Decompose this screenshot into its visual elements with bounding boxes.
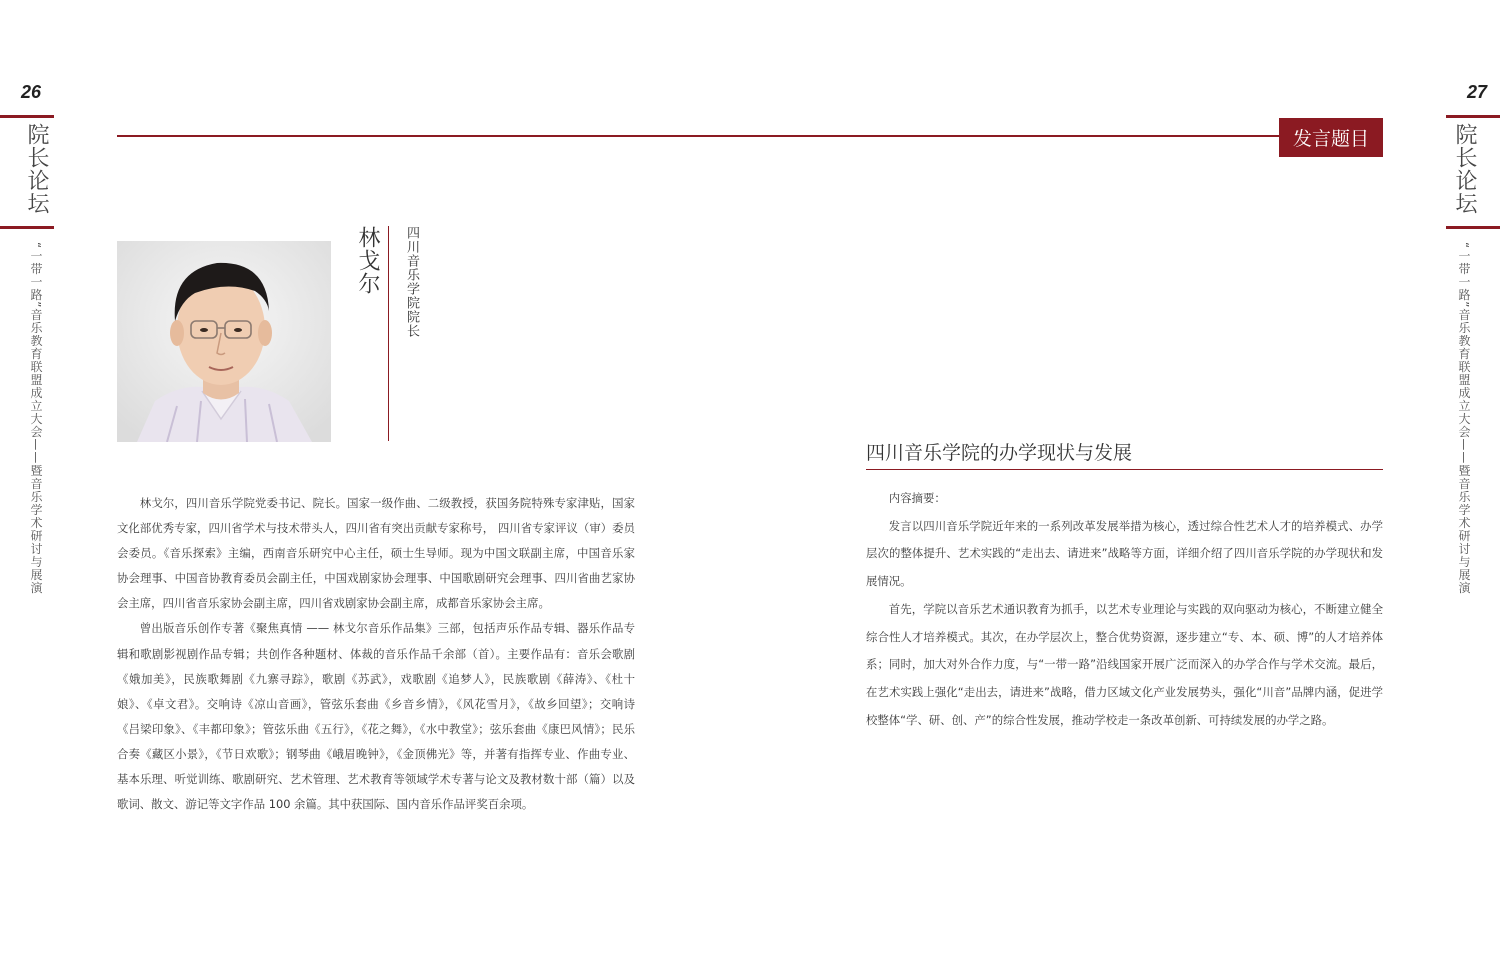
page-number-left: 26 [21,82,42,102]
abstract-label: 内容摘要： [888,491,946,505]
page-number-right: 27 [1467,82,1488,102]
bio-paragraph: 曾出版音乐创作专著《聚焦真情 —— 林戈尔音乐作品集》三部，包括声乐作品专辑、器乐作品专辑和歌剧影视剧作品专辑；共创作各种题材、体裁的音乐作品千余部（首）。主要作品有：音乐会歌剧《娥加美》，民族歌舞剧《九寨寻踪》，歌剧《苏武》，戏歌剧《追梦人》，民族歌剧《薛涛》、《杜十娘》、《卓文君》。交响诗《凉山音画》，管弦乐套曲《乡音乡情》，《风花雪月》，《故乡回望》；交响诗《吕梁印象》、《丰都印象》；管弦乐曲《五行》，《花之舞》，《水中教堂》；弦乐套曲《康巴风情》；民乐合奏《藏区小景》，《节日欢歌》；钢琴曲《峨眉晚钟》，《金顶佛光》等，并著有指挥专业、作曲专业、基本乐理、听觉训练、歌剧研究、艺术管理、艺术教育等领域学术专著与论文及教材数十部（篇）以及歌词、散文、游记等文字作品 100 余篇。其中获国际、国内音乐作品评奖百余项。 [117,621,635,812]
portrait-illustration [117,241,331,442]
talk-title-rule [866,469,1383,470]
topic-label: 发言题目 [1279,118,1383,157]
side-rule-top-left [0,115,54,118]
side-rule-top-right [1446,115,1500,118]
bio-paragraph: 林戈尔，四川音乐学院党委书记、院长。国家一级作曲、二级教授，获国务院特殊专家津贴，国家文化部优秀专家，四川省学术与技术带头人，四川省有突出贡献专家称号， 四川省专家评议（审）委员会委员。《音乐探索》主编，西南音乐研究中心主任，硕士生导师。现为中国文联副主席，中国音乐家协会理事、中国音协教育委员会副主任，中国戏剧家协会理事、中国歌剧研究会理事、四川省曲艺家协会主席，四川省音乐家协会副主席，四川省戏剧家协会副主席，成都音乐家协会主席。 [117,496,635,611]
talk-abstract [866,485,1383,734]
section-title-left: 院长论坛 [24,123,49,215]
section-subtitle-right: “一带一路”音乐教育联盟成立大会——暨音乐学术研讨与展演 [1457,242,1471,595]
speaker-portrait [117,241,331,442]
speaker-title: 四川音乐学院院长 [404,226,419,338]
side-rule-bottom-right [1446,226,1500,229]
speaker-bio [117,491,635,817]
speaker-name: 林戈尔 [355,226,380,295]
name-divider [388,226,389,441]
abstract-paragraph: 首先，学院以音乐艺术通识教育为抓手，以艺术专业理论与实践的双向驱动为核心，不断建立健全综合性人才培养模式。其次，在办学层次上，整合优势资源，逐步建立“专、本、硕、博”的人才培养体系；同时，加大对外合作力度，与“一带一路”沿线国家开展广泛而深入的办学合作与学术交流。最后，在艺术实践上强化“走出去，请进来”战略，借力区域文化产业发展势头，强化“川音”品牌内涵，促进学校整体“学、研、创、产”的综合性发展，推动学校走一条改革创新、可持续发展的办学之路。 [866,601,1383,727]
section-title-right: 院长论坛 [1452,123,1477,215]
abstract-paragraph: 发言以四川音乐学院近年来的一系列改革发展举措为核心，透过综合性艺术人才的培养模式、办学层次的整体提升、艺术实践的“走出去、请进来”战略等方面，详细介绍了四川音乐学院的办学现状和发展情况。 [866,518,1383,589]
header-rule [117,135,1383,137]
side-rule-bottom-left [0,226,54,229]
talk-title: 四川音乐学院的办学现状与发展 [866,442,1133,464]
section-subtitle-left: “一带一路”音乐教育联盟成立大会——暨音乐学术研讨与展演 [29,242,43,595]
